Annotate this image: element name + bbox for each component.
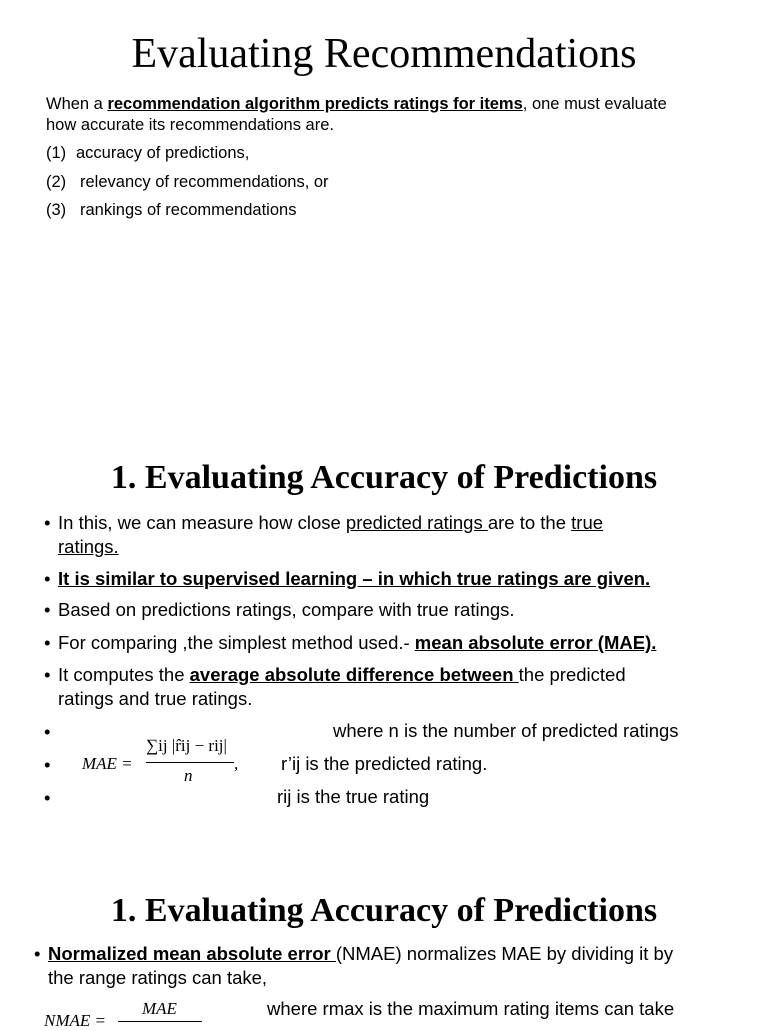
mae-numerator: ∑ij |r̂ij − rij| [146,736,227,755]
bullet-dot: • [44,599,51,620]
list-item [46,173,329,192]
mae-denominator: n [184,766,193,785]
item-text: relevancy of recommendations, or [80,173,329,191]
list-item [46,144,249,163]
nmae-numerator: MAE [142,999,177,1018]
bullet-text [58,511,738,559]
bullet-dot: • [34,943,41,964]
b5-text-c: the predicted [518,664,626,685]
bullet-dot: • [44,568,51,589]
b5-text-a: It computes the [58,664,190,685]
list-item [46,201,296,220]
intro-post: , one must evaluate [522,95,667,113]
nmae-fraction-bar [118,1021,202,1022]
bullet-item [0,598,768,624]
bullet-item [0,567,768,593]
bullet-dot: • [44,721,51,742]
bullet-dot: • [44,754,51,775]
intro-line2: how accurate its recommendations are. [46,116,334,134]
bullet-item [0,631,768,657]
bullet-dot: • [44,632,51,653]
slide1-intro [46,94,746,136]
item-text: rankings of recommendations [80,201,297,219]
b1-true: true [571,512,604,533]
b4-mae: mean absolute error (MAE). [414,632,657,653]
b5-average: average absolute difference between [189,664,519,685]
b1-text-a: In this, we can measure how close [58,512,346,533]
bullet-item [0,511,768,561]
note-n: where n is the number of predicted ratings [333,720,679,741]
nmae-lhs: NMAE = [44,1011,106,1030]
bullet-text [58,631,738,655]
bullet-text [58,663,738,711]
item-number: (3) [46,201,67,219]
b5-text-d: ratings and true ratings. [58,688,253,709]
item-text: accuracy of predictions, [76,144,250,162]
note-predicted: r’ij is the predicted rating. [281,753,488,774]
bullet-text: It is similar to supervised learning – in which true ratings are given. [58,568,651,589]
mae-fraction-bar [146,762,234,763]
nmae-text-b: (NMAE) normalizes MAE by dividing it by [335,943,674,964]
bullet-item [0,663,768,713]
bullet-item [0,942,768,992]
mae-lhs: MAE = [82,754,133,773]
bullet-dot: • [44,664,51,685]
nmae-term: Normalized mean absolute error [48,943,336,964]
b1-ratings: ratings. [58,536,119,557]
nmae-text-c: the range ratings can take, [48,967,268,988]
bullet-dot: • [44,787,51,808]
slide2-title: 1. Evaluating Accuracy of Predictions [110,459,658,496]
note-true: rij is the true rating [277,786,430,807]
item-number: (2) [46,173,67,191]
slide3-title: 1. Evaluating Accuracy of Predictions [110,892,658,929]
slide1-title: Evaluating Recommendations [131,31,637,77]
note-rmax: where rmax is the maximum rating items can take [267,998,675,1019]
intro-pre: When a [46,95,108,113]
intro-bold: recommendation algorithm predicts ratings for items [107,95,523,113]
b1-predicted-ratings: predicted ratings [345,512,488,533]
bullet-dot: • [44,512,51,533]
mae-comma: , [234,754,239,773]
bullet-text [48,942,748,990]
bullet-text: Based on predictions ratings, compare with true ratings. [58,599,515,620]
b1-text-c: are to the [487,512,572,533]
b4-text-a: For comparing ,the simplest method used.- [58,632,415,653]
item-number: (1) [46,144,67,162]
